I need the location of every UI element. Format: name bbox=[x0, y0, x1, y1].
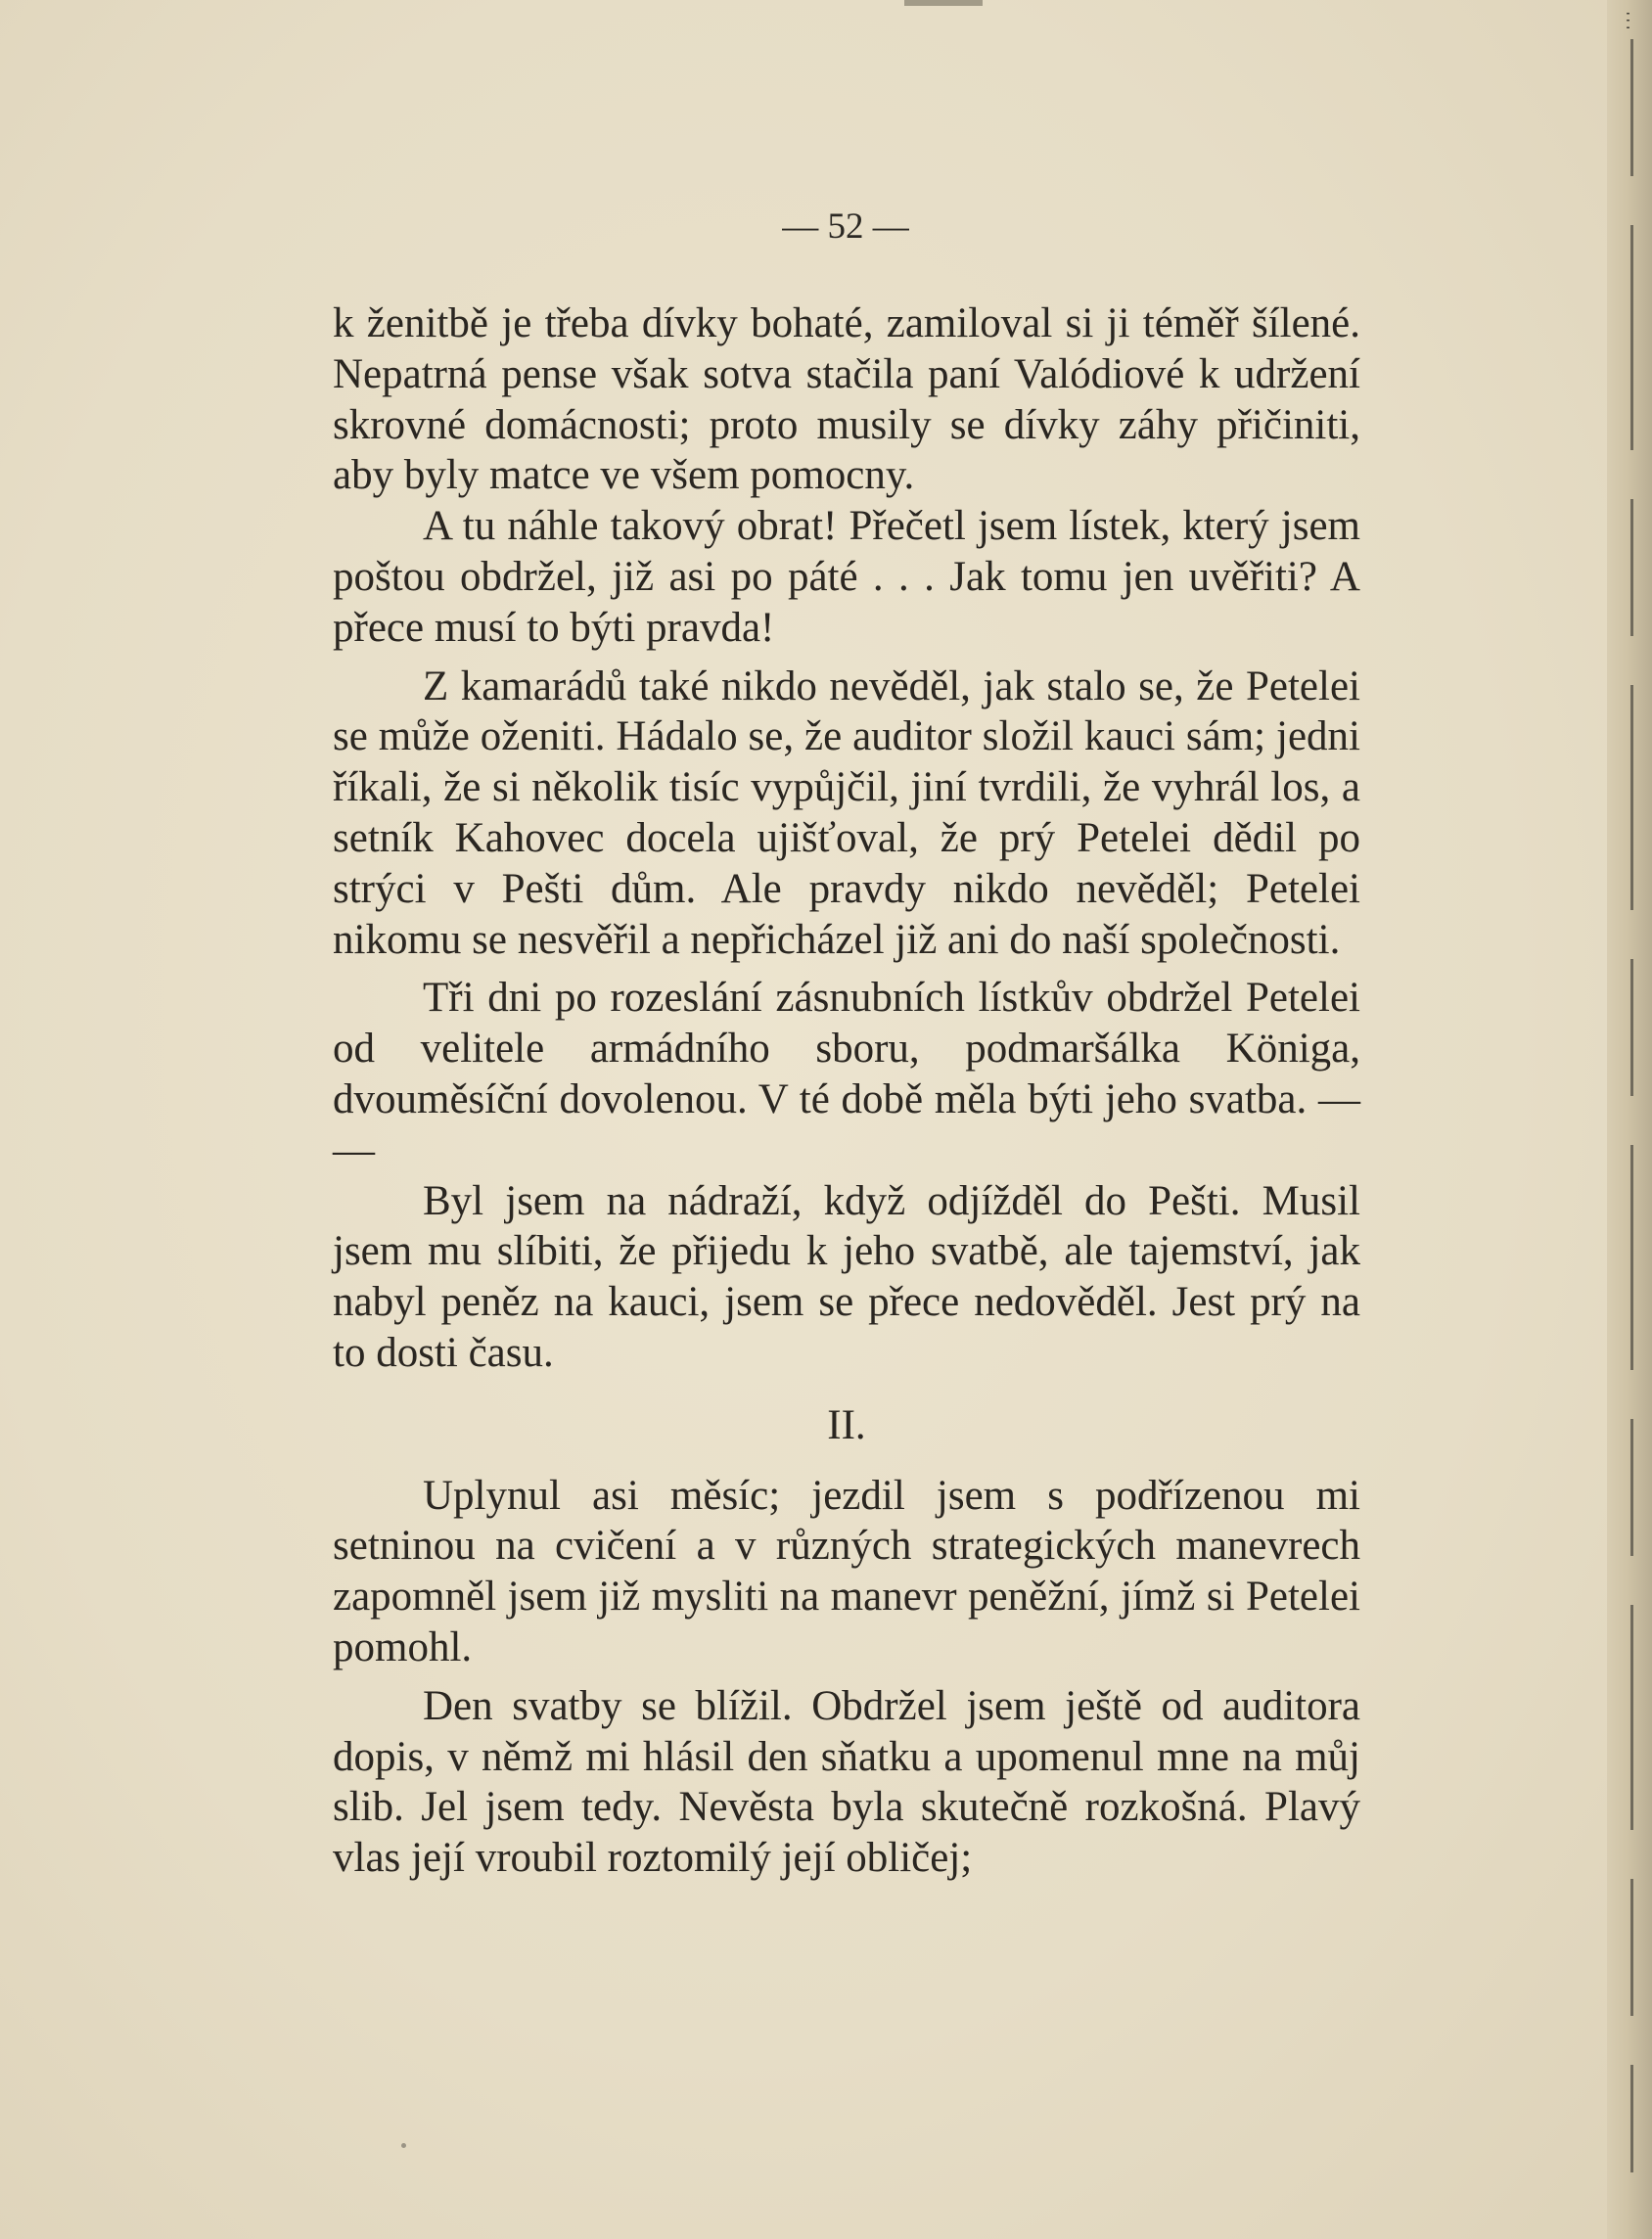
body-text bbox=[333, 298, 1360, 1884]
gutter-line bbox=[1630, 39, 1633, 2172]
paragraph-5: Byl jsem na nádraží, když odjížděl do Pešti. Musil jsem mu slíbiti, že přijedu k jeho svatbě, ale tajemství, jak nabyl peněz na kauci, jsem se přece nedověděl. Jest prý na to dosti času. bbox=[333, 1177, 1360, 1376]
book-gutter bbox=[1607, 0, 1652, 2239]
paragraph-2: A tu náhle takový obrat! Přečetl jsem lístek, který jsem poštou obdržel, již asi po páté . . . Jak tomu jen uvěřiti? A přece musí to býti pravda! bbox=[333, 503, 1360, 651]
paragraph-1: k ženitbě je třeba dívky bohaté, zamiloval si ji téměř šílené. Nepatrná pense však sotva stačila paní Valódiové k udržení skrovné domácnosti; proto musily se dívky záhy přičiniti, aby byly matce ve všem pomocny. bbox=[333, 300, 1360, 499]
section-heading: II. bbox=[827, 1401, 866, 1448]
paragraph-6: Uplynul asi měsíc; jezdil jsem s podřízenou mi setninou na cvičení a v různých strategických manevrech zapomněl jsem již mysliti na manevr peněžní, jímž si Petelei pomohl. bbox=[333, 1472, 1360, 1670]
page-number: — 52 — bbox=[782, 206, 909, 247]
paragraph-7: Den svatby se blížil. Obdržel jsem ještě od auditora dopis, v němž mi hlásil den sňatku a upomenul mne na můj slib. Jel jsem tedy. Nevěsta byla skutečně rozkošná. Plavý vlas její vroubil roztomilý její obličej; bbox=[333, 1682, 1360, 1882]
scan-mark-top bbox=[904, 0, 983, 6]
gutter-corner-mark-icon: ⵗ bbox=[1625, 10, 1632, 34]
paper-speck bbox=[401, 2143, 406, 2148]
paragraph-4: Tři dni po rozeslání zásnubních lístkův obdržel Petelei od velitele armádního sboru, podmaršálka Königa, dvouměsíční dovolenou. V té době měla býti jeho svatba. — — bbox=[333, 975, 1360, 1173]
paragraph-3: Z kamarádů také nikdo nevěděl, jak stalo se, že Petelei se může oženiti. Hádalo se, že auditor složil kauci sám; jedni říkali, že si několik tisíc vypůjčil, jiní tvrdili, že vyhrál los, a setník Kahovec docela ujišťoval, že prý Petelei dědil po strýci v Pešti dům. Ale pravdy nikdo nevěděl; Petelei nikomu se nesvěřil a nepřicházel již ani do naší společnosti. bbox=[333, 663, 1360, 963]
